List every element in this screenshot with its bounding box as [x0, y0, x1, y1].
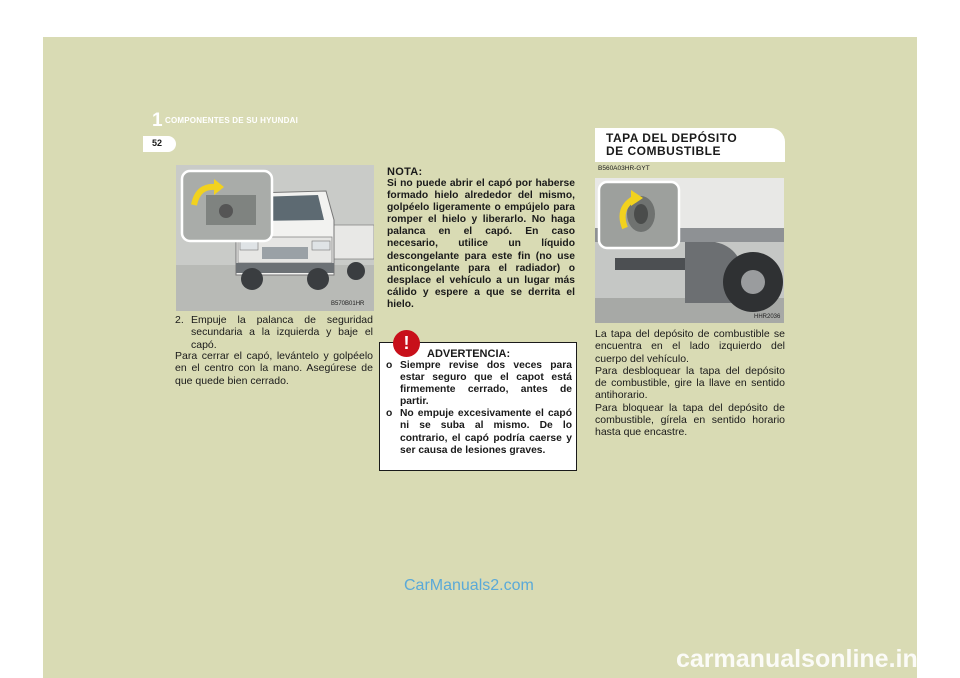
watermark-carmanualsonline: carmanualsonline.info — [676, 645, 942, 673]
chapter-title: COMPONENTES DE SU HYUNDAI — [165, 116, 299, 125]
fuel-paragraph: Para desbloquear la tapa del depósito de combustible, gire la llave en sentido antihorario. — [595, 364, 785, 402]
step-text: Empuje la palanca de seguridad secundaria a la izquierda y baje el capó. — [191, 314, 373, 351]
warning-bullet: o — [386, 360, 393, 371]
note-title: NOTA: — [387, 166, 423, 178]
section-title-line2: DE COMBUSTIBLE — [606, 144, 721, 158]
hood-close-paragraph: Para cerrar el capó, levántelo y golpéelo en el centro con la mano. Asegúrese de que quede bien cerrado. — [175, 350, 373, 387]
warning-item — [386, 408, 572, 456]
page-number: 52 — [152, 138, 163, 148]
section-title — [606, 132, 737, 158]
hood-latch-image — [176, 165, 374, 311]
warning-item-text: Siempre revise dos veces para estar seguro que el capot está firmemente cerrado, antes de partir. — [400, 360, 572, 408]
warning-bullet: o — [386, 408, 393, 420]
warning-icon: ! — [393, 330, 420, 357]
hood-image-code: B570B01HR — [331, 301, 365, 307]
chapter-number: 1 — [152, 110, 163, 131]
watermark-link-carmanuals2[interactable]: CarManuals2.com — [404, 577, 534, 594]
warning-item — [386, 360, 572, 408]
fuel-paragraph: Para bloquear la tapa del depósito de combustible, gírela en sentido horario hasta que encastre. — [595, 401, 785, 439]
section-code: B560A03HR-GYT — [598, 165, 650, 172]
fuel-cap-text — [595, 328, 785, 439]
page-content — [165, 150, 795, 480]
note-text: Si no puede abrir el capó por haberse formado hielo alrededor del mismo, golpéelo ligeramente o empújelo para romper el hielo y liberarlo. No haga palanca en el capó. En caso necesario, utilice un líquido descongelante para este fin (no use anticongelante para el radiador) o desplace el vehículo a un lugar más cálido y espere a que se derrita el hielo. — [387, 178, 575, 310]
warning-item-text: No empuje excesivamente el capó ni se suba al mismo. De lo contrario, el capó podría caerse y ser causa de lesiones graves. — [400, 408, 572, 456]
warning-title: ADVERTENCIA: — [427, 348, 511, 360]
fuel-image-code: HHR2036 — [754, 314, 781, 320]
step-number: 2. — [175, 314, 184, 326]
fuel-cap-image — [595, 178, 784, 323]
fuel-paragraph: La tapa del depósito de combustible se encuentra en el lado izquierdo del cuerpo del vehículo. — [595, 328, 785, 365]
warning-list — [386, 360, 572, 457]
step-2 — [175, 314, 373, 351]
section-title-line1: TAPA DEL DEPÓSITO — [606, 131, 738, 145]
